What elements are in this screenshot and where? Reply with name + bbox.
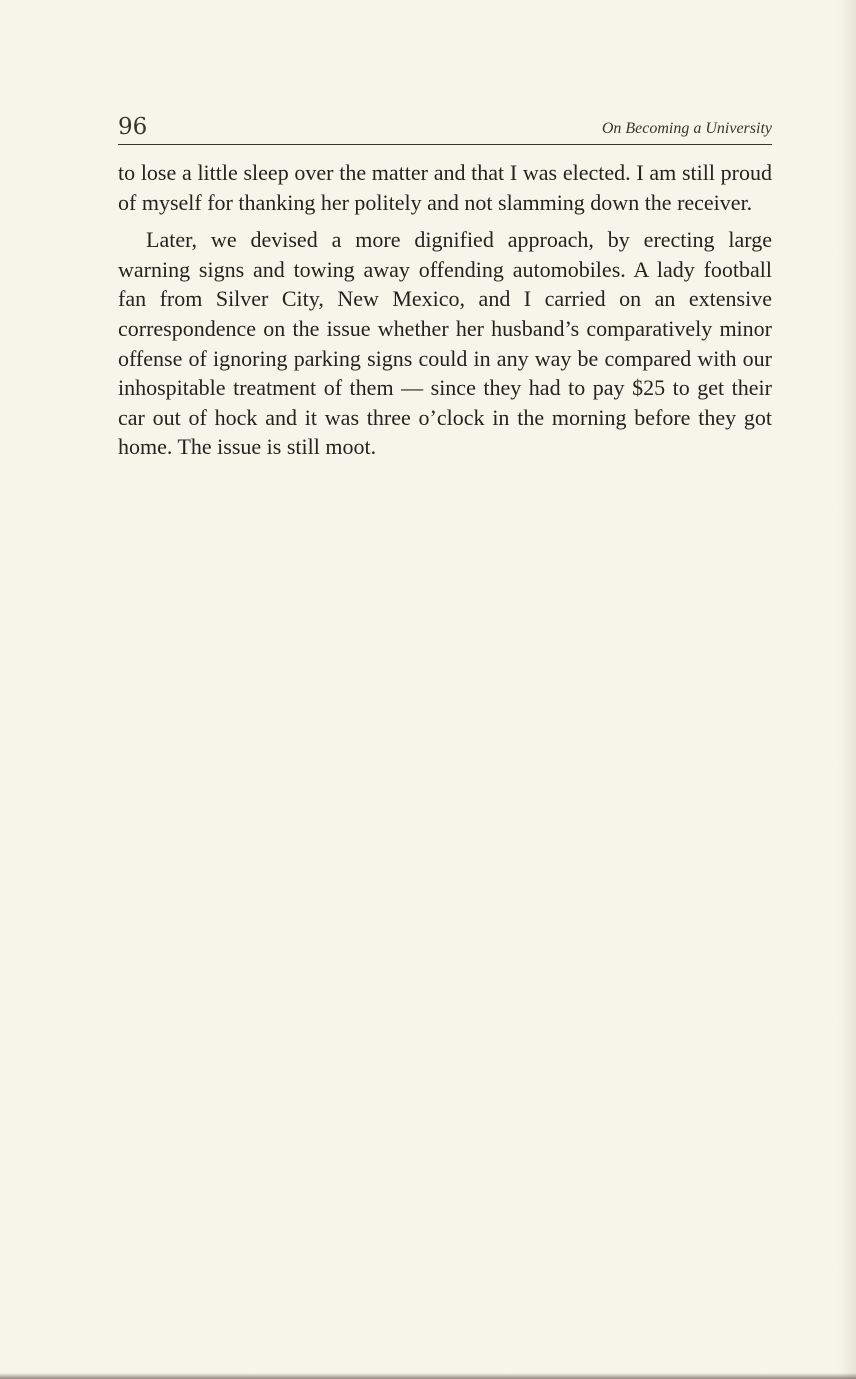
running-head-title: On Becoming a University bbox=[601, 120, 772, 137]
paragraph: Later, we devised a more dignified approach, by erecting large warning signs and towing away offending automobiles. A lady football fan from Silver City, New Mexico, and I carried on an extensive correspondence on the issue whether her husband’s comparatively minor offense of ignoring parking signs could in any way be compared with our inhospitable treatment of them — since they had to pay $25 to get their car out of hock and it was three o’clock in the morning before they got home. The issue is still moot. bbox=[118, 227, 772, 460]
running-head bbox=[118, 112, 772, 145]
page-bottom-edge bbox=[0, 1373, 856, 1379]
paragraph-continued: to lose a little sleep over the matter and that I was elected. I am still proud of myself for thanking her politely and not slamming down the receiver. bbox=[118, 160, 772, 215]
page-gutter-shadow bbox=[838, 0, 856, 1379]
page-number: 96 bbox=[118, 114, 148, 140]
body-text bbox=[118, 158, 772, 462]
